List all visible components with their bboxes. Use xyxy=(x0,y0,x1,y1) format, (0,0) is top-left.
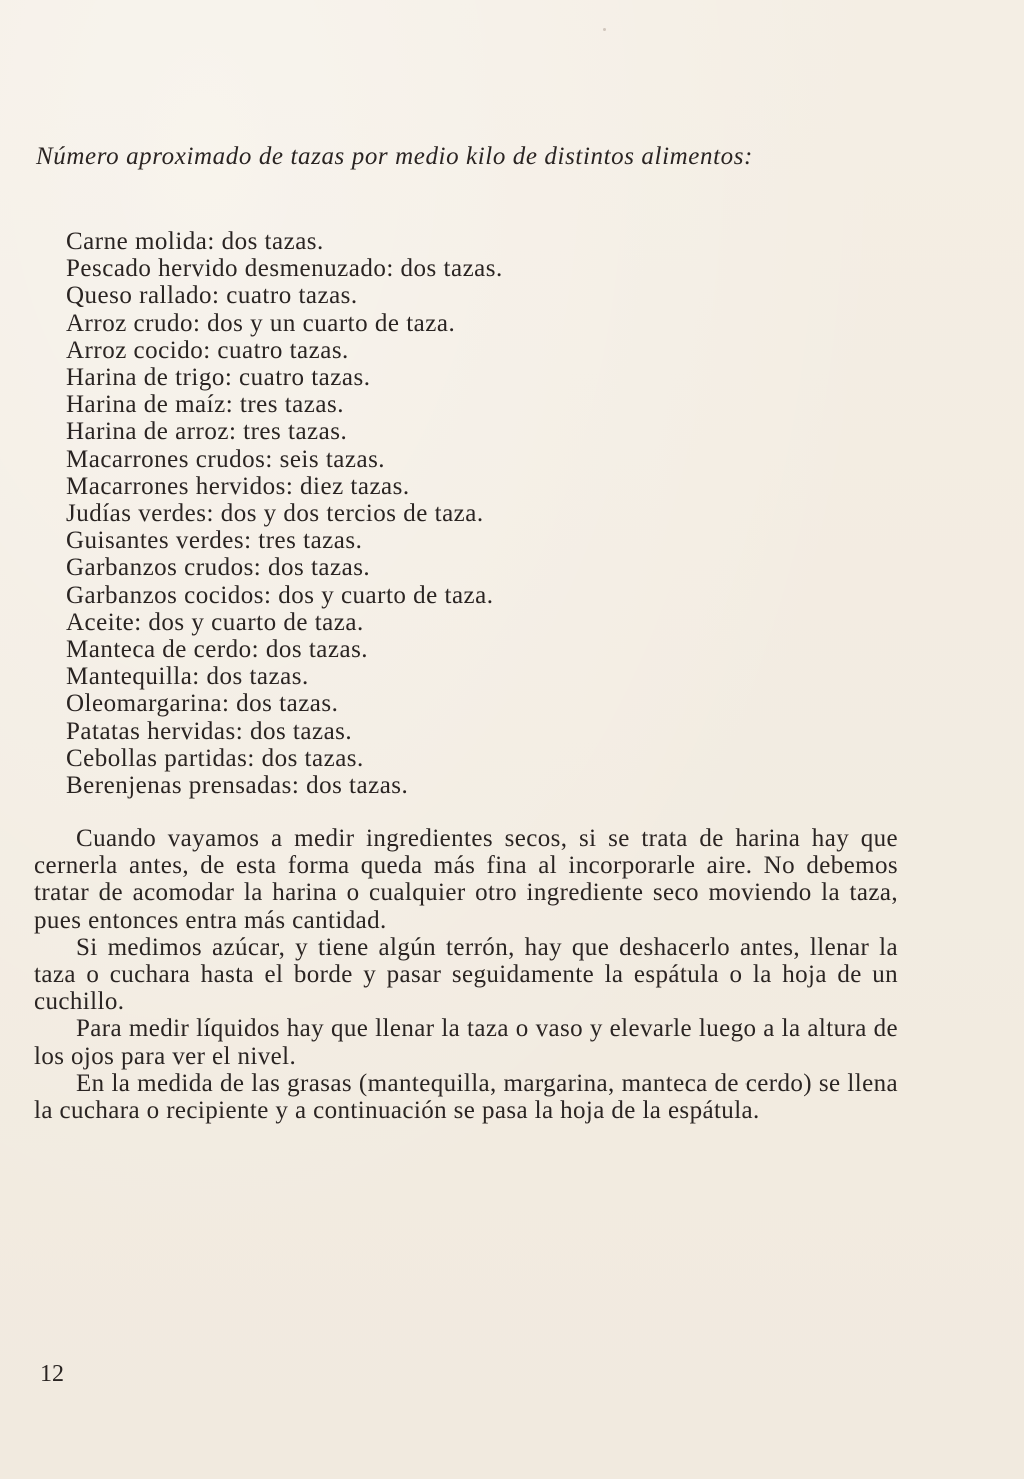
section-heading: Número aproximado de tazas por medio kilo de distintos alimentos: xyxy=(36,143,753,170)
food-list-item: Mantequilla: dos tazas. xyxy=(66,663,309,691)
body-text xyxy=(34,825,898,1124)
food-list-item: Carne molida: dos tazas. xyxy=(66,228,324,255)
food-list-item: Cebollas partidas: dos tazas. xyxy=(66,744,364,772)
food-list-item: Patatas hervidas: dos tazas. xyxy=(66,717,353,745)
food-list-item: Pescado hervido desmenuzado: dos tazas. xyxy=(66,255,503,283)
food-list-item: Macarrones crudos: seis tazas. xyxy=(66,445,386,473)
food-list-item: Arroz cocido: cuatro tazas. xyxy=(66,336,349,364)
food-list-item: Arroz crudo: dos y un cuarto de taza. xyxy=(66,309,456,337)
food-list-item: Berenjenas prensadas: dos tazas. xyxy=(66,772,409,800)
food-list-item: Oleomargarina: dos tazas. xyxy=(66,690,339,718)
food-list-item: Harina de trigo: cuatro tazas. xyxy=(66,364,371,392)
body-paragraph: Si medimos azúcar, y tiene algún terrón, hay que deshacerlo antes, llenar la taza o cuchara hasta el borde y pasar seguidamente la espátula o la hoja de un cuchillo. xyxy=(34,933,898,1016)
food-list-item: Harina de maíz: tres tazas. xyxy=(66,391,344,419)
paper-speck xyxy=(603,28,606,31)
food-list-item: Garbanzos crudos: dos tazas. xyxy=(66,554,371,582)
food-list-item: Manteca de cerdo: dos tazas. xyxy=(66,636,369,664)
body-paragraph: Cuando vayamos a medir ingredientes secos, si se trata de harina hay que cernerla antes, de esta forma queda más fina al incorporarle aire. No debemos tratar de acomodar la harina o cualquier otro ingrediente seco moviendo la taza, pues entonces entra más cantidad. xyxy=(34,825,898,934)
food-list-item: Guisantes verdes: tres tazas. xyxy=(66,527,363,555)
body-paragraph: En la medida de las grasas (mantequilla, margarina, manteca de cerdo) se llena la cuchara o recipiente y a continuación se pasa la hoja de la espátula. xyxy=(34,1069,898,1125)
page-number: 12 xyxy=(40,1361,64,1387)
food-list-item: Aceite: dos y cuarto de taza. xyxy=(66,608,364,636)
food-list-item: Garbanzos cocidos: dos y cuarto de taza. xyxy=(66,581,494,609)
food-measure-list xyxy=(66,228,503,799)
food-list-item: Harina de arroz: tres tazas. xyxy=(66,418,348,446)
body-paragraph: Para medir líquidos hay que llenar la taza o vaso y elevarle luego a la altura de los ojos para ver el nivel. xyxy=(34,1015,898,1070)
food-list-item: Macarrones hervidos: diez tazas. xyxy=(66,472,410,500)
food-list-item: Judías verdes: dos y dos tercios de taza. xyxy=(66,500,484,528)
food-list-item: Queso rallado: cuatro tazas. xyxy=(66,282,358,310)
paper-speck xyxy=(745,1083,747,1085)
